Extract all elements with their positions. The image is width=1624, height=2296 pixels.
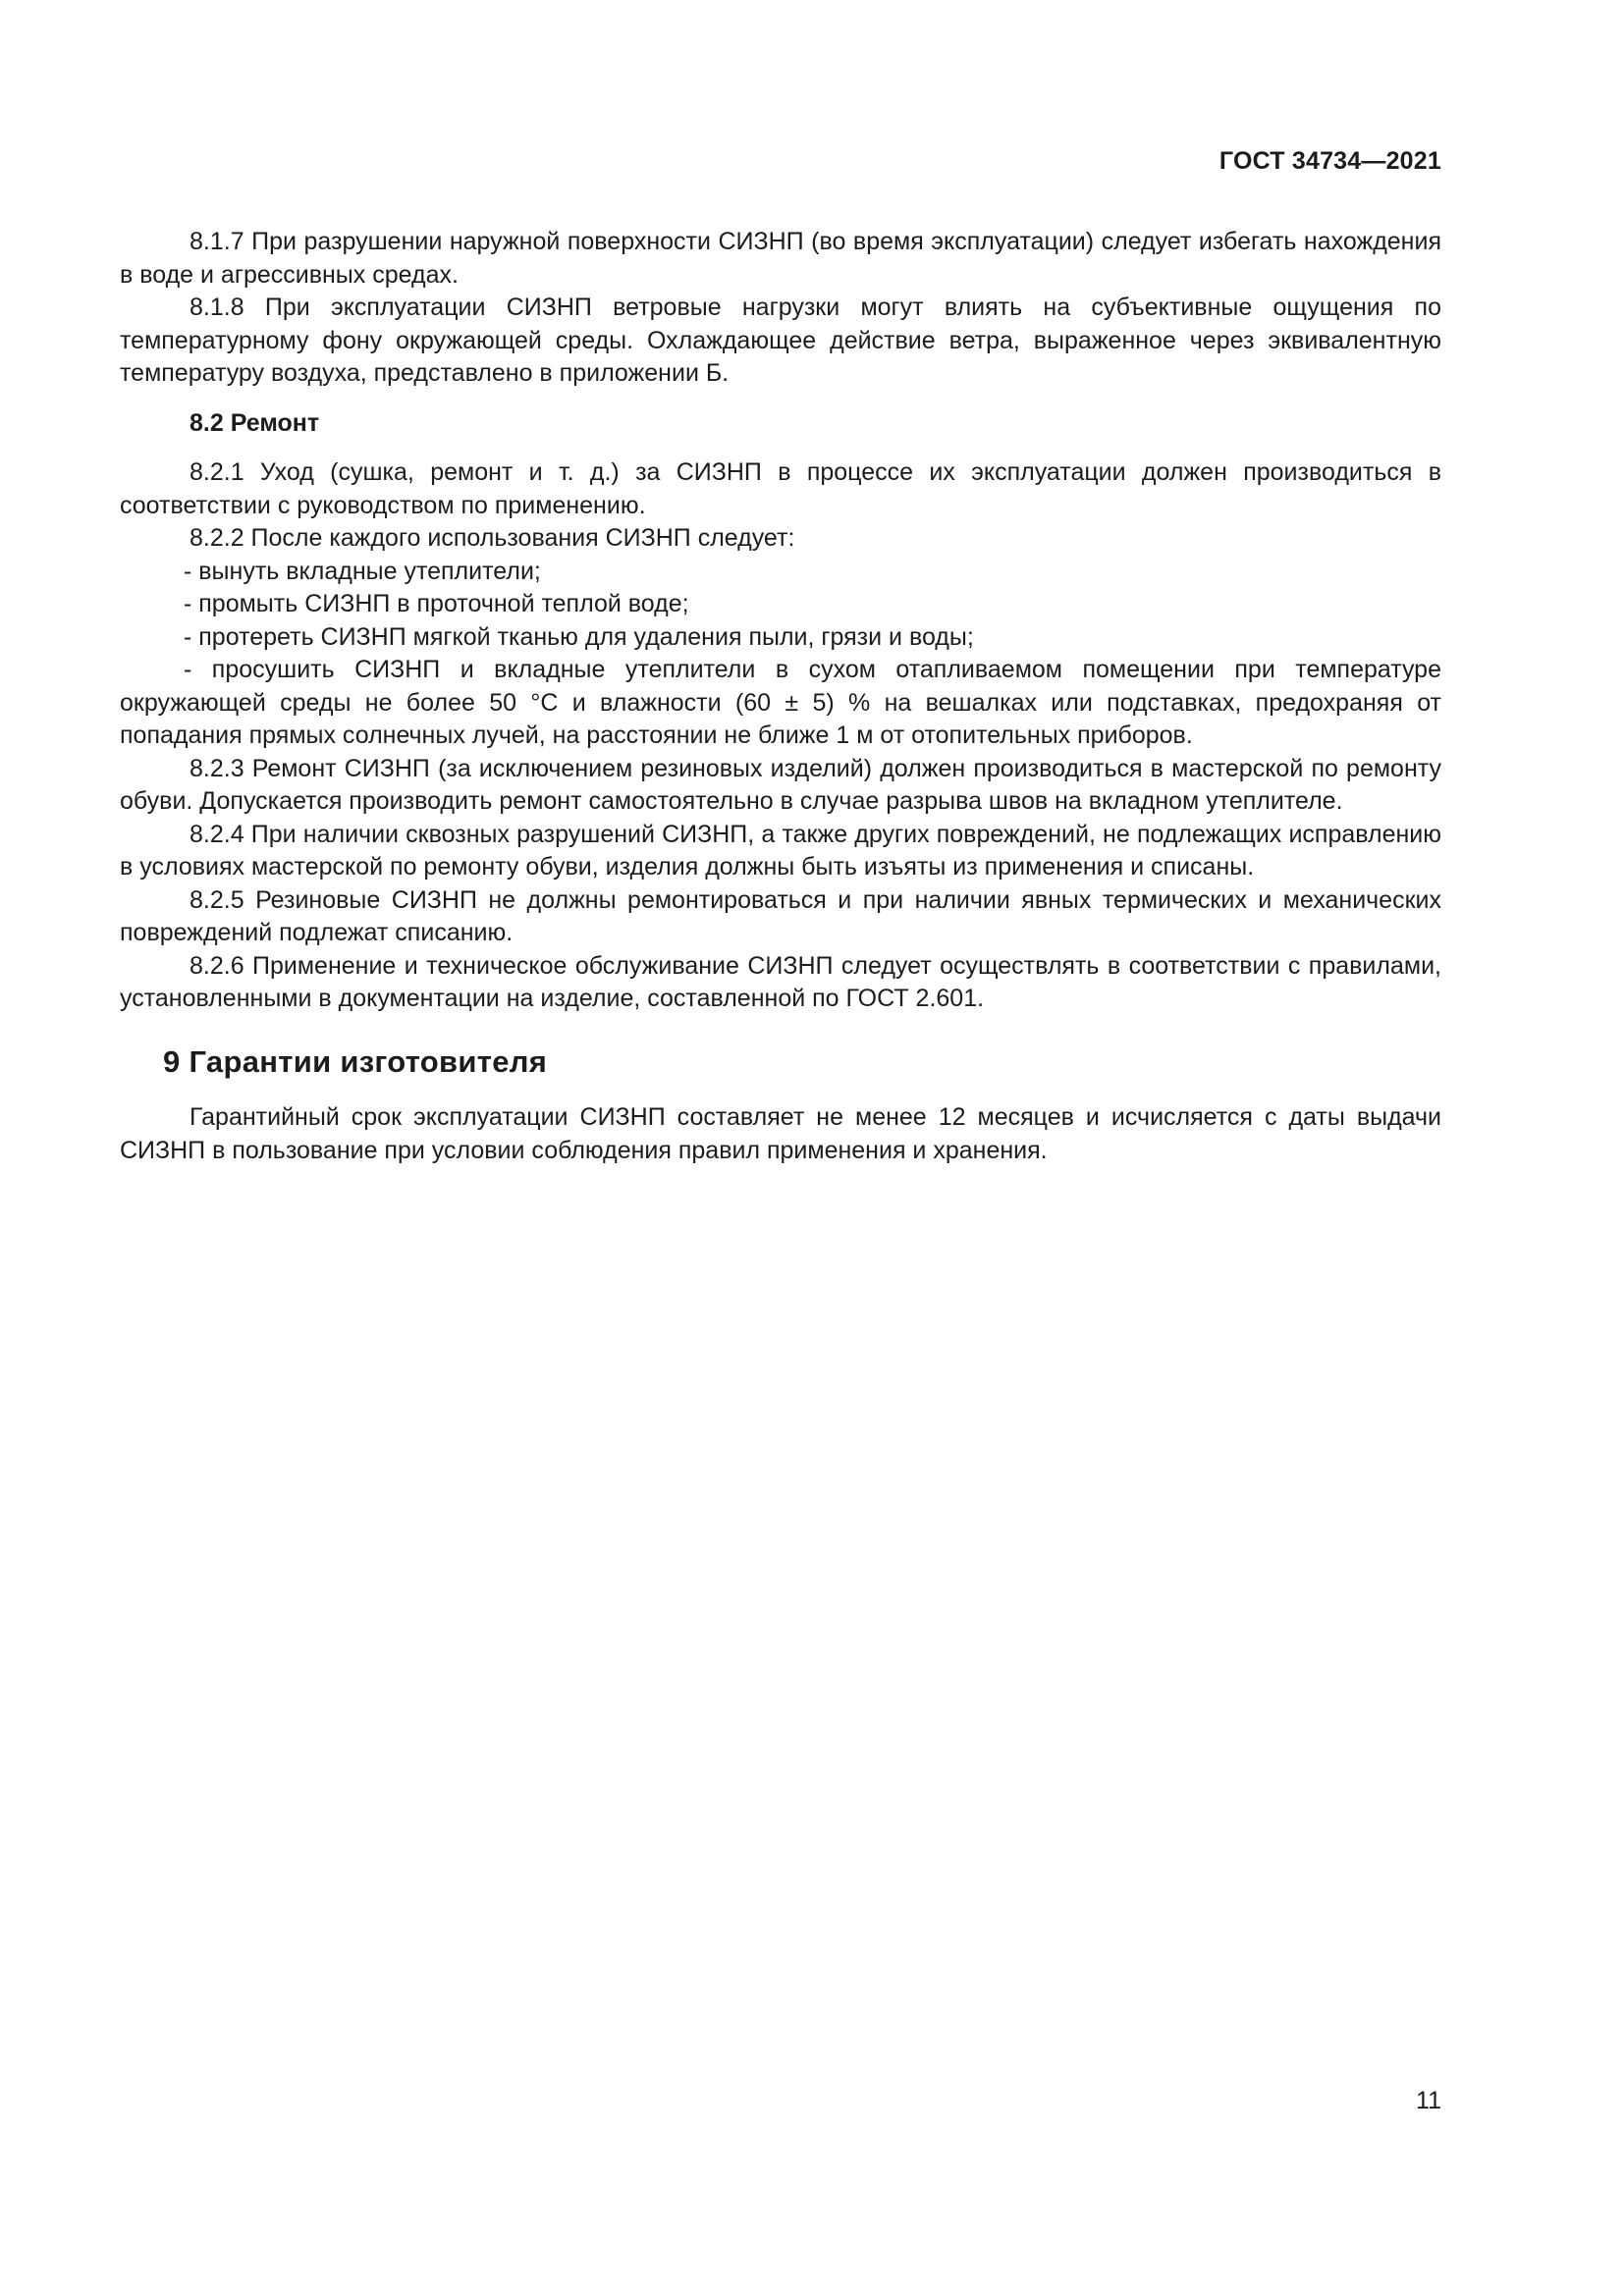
paragraph-8-1-7: 8.1.7 При разрушении наружной поверхности СИЗНП (во время эксплуатации) следует избегать нахождения в воде и агрессивных средах. (120, 228, 1441, 289)
paragraph-8-2-6: 8.2.6 Применение и техническое обслуживание СИЗНП следует осуществлять в соответствии с правилами, установленными в документации на изделие, составленной по ГОСТ 2.601. (120, 951, 1441, 1012)
paragraph-8-2-1: 8.2.1 Уход (сушка, ремонт и т. д.) за СИЗНП в процессе их эксплуатации должен производиться в соответствии с руководством по применению. (120, 458, 1441, 519)
paragraph-9-warranty: Гарантийный срок эксплуатации СИЗНП составляет не менее 12 месяцев и исчисляется с даты выдачи СИЗНП в пользование при условии соблюдения правил применения и хранения. (120, 1103, 1441, 1164)
page-content (120, 226, 1441, 1167)
section-heading-8-2: 8.2 Ремонт (189, 408, 320, 437)
section-heading-9: 9 Гарантии изготовителя (163, 1043, 548, 1079)
list-item: - протереть СИЗНП мягкой тканью для удаления пыли, грязи и воды; (184, 622, 974, 651)
paragraph-8-2-2: 8.2.2 После каждого использования СИЗНП следует: (189, 524, 795, 552)
paragraph-8-2-4: 8.2.4 При наличии сквозных разрушений СИЗНП, а также других повреждений, не подлежащих исправлению в условиях мастерской по ремонту обуви, изделия должны быть изъяты из применения и списаны. (120, 820, 1441, 881)
page-number: 11 (1416, 2087, 1441, 2114)
paragraph-8-2-5: 8.2.5 Резиновые СИЗНП не должны ремонтироваться и при наличии явных термических и механических повреждений подлежат списанию. (120, 885, 1441, 946)
document-code: ГОСТ 34734—2021 (1218, 147, 1441, 175)
list-item: - просушить СИЗНП и вкладные утеплители в сухом отапливаемом помещении при температуре окружающей среды не более 50 °С и влажности (60 ± 5) % на вешалках или подставках, предохраняя от попадания прямых солнечных лучей, на расстоянии не ближе 1 м от отопительных приборов. (120, 656, 1441, 749)
care-steps-list (120, 556, 1441, 753)
list-item: - вынуть вкладные утеплители; (184, 557, 541, 585)
paragraph-8-1-8: 8.1.8 При эксплуатации СИЗНП ветровые нагрузки могут влиять на субъективные ощущения по температурному фону окружающей среды. Охлаждающее действие ветра, выраженное через эквивалентную температуру воздуха, представлено в приложении Б. (120, 294, 1441, 387)
paragraph-8-2-3: 8.2.3 Ремонт СИЗНП (за исключением резиновых изделий) должен производиться в мастерской по ремонту обуви. Допускается производить ремонт самостоятельно в случае разрыва швов на вкладном утеплителе. (120, 754, 1441, 815)
list-item: - промыть СИЗНП в проточной теплой воде; (184, 590, 689, 617)
